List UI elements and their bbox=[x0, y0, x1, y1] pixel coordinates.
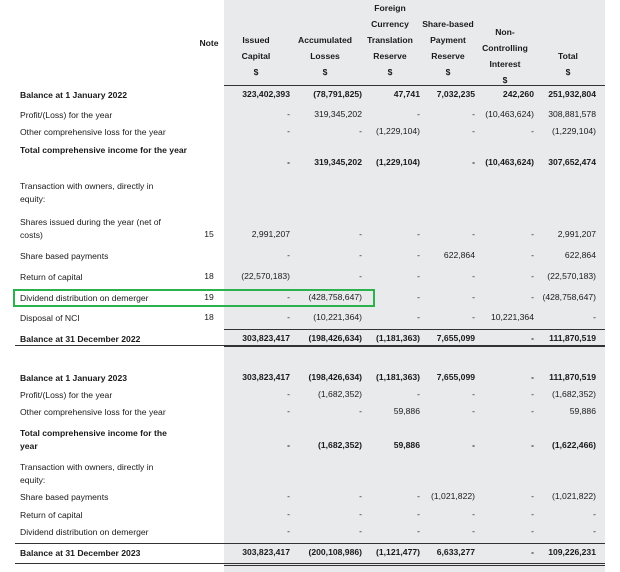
row-value: - bbox=[472, 271, 475, 281]
row-value: - bbox=[417, 109, 420, 119]
row-value: - bbox=[531, 271, 534, 281]
row-value: 7,655,099 bbox=[436, 333, 475, 343]
row-value: 307,652,474 bbox=[548, 157, 596, 167]
row-label: Other comprehensive loss for the year bbox=[20, 127, 166, 137]
row-value: 47,741 bbox=[393, 89, 420, 99]
row-value: - bbox=[287, 250, 290, 260]
row-value: - bbox=[472, 312, 475, 322]
row-value: 111,870,519 bbox=[549, 333, 596, 343]
table-rule bbox=[224, 329, 605, 330]
row-value: (1,682,352) bbox=[318, 440, 362, 450]
row-note: 18 bbox=[204, 312, 214, 322]
row-label: Share based payments bbox=[20, 492, 109, 502]
row-value: - bbox=[287, 109, 290, 119]
row-value: - bbox=[593, 312, 596, 322]
row-value: - bbox=[417, 292, 420, 302]
row-value: - bbox=[359, 229, 362, 239]
row-value: - bbox=[287, 406, 290, 416]
row-value: (1,181,363) bbox=[376, 333, 420, 343]
row-value: (198,426,634) bbox=[308, 333, 362, 343]
row-value: (200,108,986) bbox=[308, 547, 362, 557]
highlight-box bbox=[13, 289, 375, 307]
row-value: - bbox=[531, 333, 534, 343]
row-value: 2,991,207 bbox=[557, 229, 596, 239]
row-value: - bbox=[287, 526, 290, 536]
row-value: - bbox=[287, 389, 290, 399]
row-value: - bbox=[531, 440, 534, 450]
row-value: (10,463,624) bbox=[485, 157, 534, 167]
row-value: - bbox=[417, 250, 420, 260]
row-value: - bbox=[531, 389, 534, 399]
row-value: - bbox=[472, 440, 475, 450]
row-value: - bbox=[287, 509, 290, 519]
row-value: - bbox=[531, 126, 534, 136]
row-value: 2,991,207 bbox=[251, 229, 290, 239]
row-value: 59,886 bbox=[393, 406, 420, 416]
row-label: Balance at 1 January 2022 bbox=[20, 90, 128, 100]
row-label: Profit/(Loss) for the year bbox=[20, 390, 113, 400]
row-value: - bbox=[359, 491, 362, 501]
row-value: 303,823,417 bbox=[242, 333, 290, 343]
row-value: - bbox=[287, 491, 290, 501]
nci-header: Non- Controlling Interest $ bbox=[482, 27, 528, 85]
row-value: 319,345,202 bbox=[314, 109, 362, 119]
row-label: Shares issued during the year (net of costs) bbox=[20, 217, 161, 240]
row-value: - bbox=[472, 509, 475, 519]
row-value: (10,221,364) bbox=[313, 312, 362, 322]
row-value: - bbox=[417, 271, 420, 281]
row-label: Dividend distribution on demerger bbox=[20, 293, 149, 303]
row-value: 59,886 bbox=[393, 440, 420, 450]
row-value: - bbox=[531, 509, 534, 519]
row-value: 303,823,417 bbox=[242, 547, 290, 557]
note-column-header: Note bbox=[199, 38, 219, 48]
row-label: Disposal of NCI bbox=[20, 313, 80, 323]
row-value: (22,570,183) bbox=[547, 271, 596, 281]
row-label: Total comprehensive income for the year bbox=[20, 428, 167, 451]
row-value: (1,021,822) bbox=[431, 491, 475, 501]
row-label: Return of capital bbox=[20, 272, 83, 282]
row-note: 18 bbox=[204, 271, 214, 281]
row-value: (1,229,104) bbox=[376, 157, 420, 167]
row-value: 622,864 bbox=[443, 250, 475, 260]
row-value: - bbox=[472, 406, 475, 416]
row-value: 6,633,277 bbox=[436, 547, 475, 557]
row-value: - bbox=[359, 526, 362, 536]
row-value: (428,758,647) bbox=[542, 292, 596, 302]
fctr-header: Foreign Currency Translation Reserve $ bbox=[367, 3, 413, 77]
row-label: Transaction with owners, directly in equity: bbox=[20, 181, 154, 204]
row-value: 308,881,578 bbox=[548, 109, 596, 119]
row-value: - bbox=[417, 389, 420, 399]
row-value: - bbox=[359, 271, 362, 281]
issued-capital-header: Issued Capital $ bbox=[241, 35, 271, 77]
row-value: - bbox=[593, 526, 596, 536]
row-value: 111,870,519 bbox=[549, 372, 596, 382]
table-rule bbox=[224, 85, 605, 86]
row-value: - bbox=[417, 229, 420, 239]
row-value: - bbox=[287, 440, 290, 450]
row-value: 7,655,099 bbox=[436, 372, 475, 382]
row-value: - bbox=[287, 292, 290, 302]
row-value: - bbox=[531, 229, 534, 239]
row-note: 19 bbox=[204, 292, 214, 302]
row-value: - bbox=[531, 250, 534, 260]
row-value: (10,463,624) bbox=[485, 109, 534, 119]
row-label: Return of capital bbox=[20, 510, 83, 520]
row-value: 319,345,202 bbox=[314, 157, 362, 167]
row-value: (1,121,477) bbox=[376, 547, 420, 557]
row-value: 622,864 bbox=[564, 250, 596, 260]
row-value: - bbox=[287, 126, 290, 136]
row-value: - bbox=[472, 157, 475, 167]
row-value: - bbox=[359, 126, 362, 136]
row-value: - bbox=[531, 491, 534, 501]
row-label: Profit/(Loss) for the year bbox=[20, 110, 113, 120]
row-value: - bbox=[417, 526, 420, 536]
row-label: Share based payments bbox=[20, 251, 109, 261]
table-rule bbox=[224, 565, 605, 566]
row-value: - bbox=[531, 372, 534, 382]
row-value: 109,226,231 bbox=[548, 547, 596, 557]
row-note: 15 bbox=[204, 229, 214, 239]
row-value: (1,229,104) bbox=[376, 126, 420, 136]
row-value: - bbox=[359, 250, 362, 260]
row-label: Balance at 31 December 2023 bbox=[20, 548, 141, 558]
row-value: 323,402,393 bbox=[242, 89, 290, 99]
row-value: - bbox=[417, 312, 420, 322]
row-value: - bbox=[472, 292, 475, 302]
row-value: - bbox=[593, 509, 596, 519]
row-value: (1,181,363) bbox=[376, 372, 420, 382]
row-value: 242,260 bbox=[502, 89, 534, 99]
row-value: - bbox=[531, 547, 534, 557]
row-value: - bbox=[417, 491, 420, 501]
row-label: Transaction with owners, directly in equity: bbox=[20, 462, 154, 485]
row-value: (22,570,183) bbox=[241, 271, 290, 281]
row-value: (1,622,466) bbox=[552, 440, 596, 450]
table-rule bbox=[224, 346, 605, 347]
row-value: (1,682,352) bbox=[552, 389, 596, 399]
row-value: 10,221,364 bbox=[490, 312, 534, 322]
row-value: (1,021,822) bbox=[552, 491, 596, 501]
table-rule bbox=[15, 563, 605, 564]
row-value: - bbox=[359, 509, 362, 519]
row-value: - bbox=[417, 509, 420, 519]
row-value: - bbox=[531, 292, 534, 302]
row-value: - bbox=[531, 526, 534, 536]
row-label: Balance at 1 January 2023 bbox=[20, 373, 128, 383]
row-label: Dividend distribution on demerger bbox=[20, 527, 149, 537]
row-value: - bbox=[472, 126, 475, 136]
row-value: 303,823,417 bbox=[242, 372, 290, 382]
accumulated-losses-header: Accumulated Losses $ bbox=[298, 35, 352, 77]
row-value: (78,791,825) bbox=[313, 89, 362, 99]
row-value: - bbox=[531, 406, 534, 416]
row-value: 7,032,235 bbox=[436, 89, 475, 99]
row-value: - bbox=[472, 109, 475, 119]
row-value: - bbox=[472, 229, 475, 239]
row-value: - bbox=[359, 406, 362, 416]
share-based-reserve-header: Share-based Payment Reserve $ bbox=[422, 19, 474, 77]
row-value: 59,886 bbox=[569, 406, 596, 416]
row-value: - bbox=[472, 526, 475, 536]
row-value: (1,682,352) bbox=[318, 389, 362, 399]
row-value: (198,426,634) bbox=[308, 372, 362, 382]
table-rule bbox=[15, 543, 605, 544]
row-label: Total comprehensive income for the year bbox=[20, 145, 187, 155]
row-value: - bbox=[287, 312, 290, 322]
row-value: - bbox=[287, 157, 290, 167]
total-header: Total $ bbox=[558, 51, 578, 77]
row-value: (1,229,104) bbox=[552, 126, 596, 136]
row-value: 251,932,804 bbox=[548, 89, 596, 99]
row-label: Other comprehensive loss for the year bbox=[20, 407, 166, 417]
row-value: - bbox=[472, 389, 475, 399]
row-label: Balance at 31 December 2022 bbox=[20, 334, 141, 344]
row-value: (428,758,647) bbox=[308, 292, 362, 302]
